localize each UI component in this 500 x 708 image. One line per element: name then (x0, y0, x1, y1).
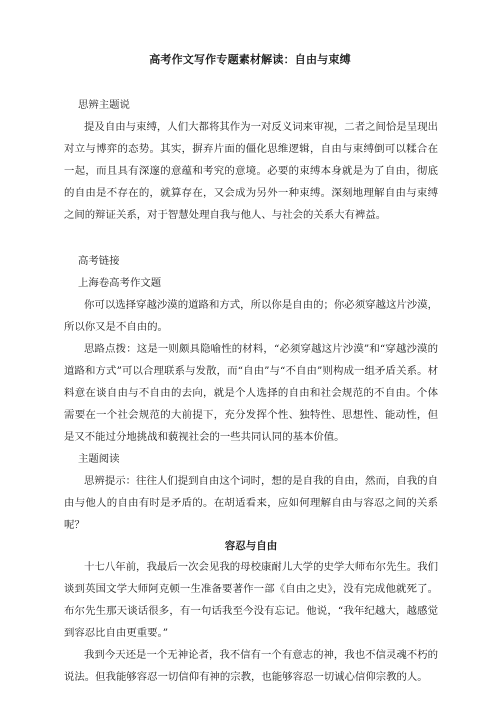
section-label-theme-reading: 主题阅读 (78, 453, 120, 465)
article-heading: 容忍与自由 (224, 540, 278, 552)
article-paragraph: 十七八年前，我最后一次会见我的母校康耐儿大学的史学大师布尔先生。我们谈到英国文学大师阿克顿一生准备要著作一部《自由之史》，没有完成他就死了。布尔先生那天谈话很多，有一句话我至今没有忘记。他说，“我年纪越大，越感觉到容忍比自由更重要。” (64, 561, 438, 639)
section-label-thesis: 思辨主题说 (78, 99, 130, 111)
article-paragraph: 我到今天还是一个无神论者，我不信有一个有意志的神，我也不信灵魂不朽的说法。但我能够容忍一切信仰有神的宗教，也能够容忍一切诚心信仰宗教的人。 (64, 649, 438, 683)
section-label-exam-link: 高考链接 (78, 255, 120, 267)
theme-hint-paragraph: 思辨提示：往往人们提到自由这个词时，想的是自我的自由，然而，自我的自由与他人的自由有时是矛盾的。在胡适看来，应如何理解自由与容忍之间的关系呢？ (64, 475, 438, 531)
document-title: 高考作文写作专题素材解读：自由与束缚 (149, 53, 351, 66)
exam-source-label: 上海卷高考作文题 (78, 277, 162, 289)
thesis-paragraph: 提及自由与束缚，人们大都将其作为一对反义词来审视，二者之间恰是呈现出对立与博弈的态势。其实，摒弃片面的僵化思维逻辑，自由与束缚倒可以糅合在一起，而且具有深邃的意蕴和考究的意境。必要的束缚本身就是为了自由，彻底的自由是不存在的，就算存在，又会成为另外一种束缚。深刻地理解自由与束缚之间的辩证关系，对于智慧处理自我与他人、与社会的关系大有裨益。 (64, 121, 438, 221)
document-body (64, 94, 438, 688)
exam-prompt-paragraph: 你可以选择穿越沙漠的道路和方式，所以你是自由的；你必须穿越这片沙漠，所以你又是不自由的。 (64, 299, 438, 333)
section-spacer (64, 226, 438, 250)
exam-analysis-paragraph: 思路点拨：这是一则颇具隐喻性的材料，“必须穿越这片沙漠”和“穿越沙漠的道路和方式”可以合理联系与发散，而“自由”与“不自由”则构成一组矛盾关系。材料意在谈自由与不自由的去向，就是个人选择的自由和社会规范的不自由。个体需要在一个社会规范的大前提下，充分发挥个性、独特性、思想性、能动性，但是又不能过分地挑战和藐视社会的一些共同认同的基本价值。 (64, 343, 438, 443)
